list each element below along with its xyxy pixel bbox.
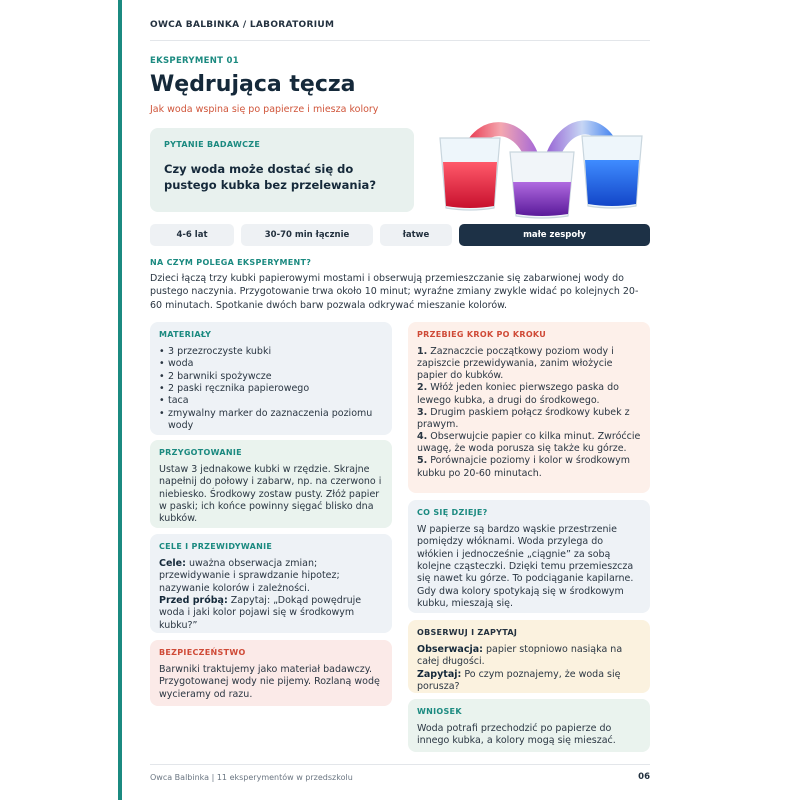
list-item: • 2 paski ręcznika papierowego: [159, 383, 383, 395]
page-edge-accent: [118, 0, 122, 800]
page-number: 06: [638, 772, 650, 782]
why-card: [408, 500, 650, 613]
step-item: 2. Włóż jeden koniec pierwszego paska do lewego kubka, a drugi do środkowego.: [417, 382, 619, 406]
steps-title: PRZEBIEG KROK PO KROKU: [417, 330, 547, 339]
about-label: NA CZYM POLEGA EKSPERYMENT?: [150, 258, 312, 267]
ask-value: Po czym poznajemy, że woda się porusza?: [417, 668, 621, 693]
research-question-card: [150, 128, 414, 212]
footer-publication: Owca Balbinka | 11 eksperymentów w przedszkolu: [150, 773, 353, 782]
water-red: [443, 162, 497, 208]
safety-title: BEZPIECZEŃSTWO: [159, 648, 246, 657]
water-purple: [513, 182, 571, 216]
materials-card: [150, 322, 392, 435]
experiment-kicker: EKSPERYMENT 01: [150, 56, 239, 66]
header-divider: [150, 40, 650, 41]
page-title: Wędrująca tęcza: [150, 72, 356, 97]
goals-card: [150, 534, 392, 633]
why-text: W papierze są bardzo wąskie przestrzenie pomiędzy włóknami. Woda przylega do włókien i jednocześnie „ciągnie” za sobą kolejne cząsteczki. Dzięki temu przemieszcza się nawet ku górze. To podciąganie kapilarne. Gdy dwa kolory spotykają się w środkowym kubku, mieszają się.: [417, 524, 634, 610]
footer-divider: [150, 764, 650, 765]
list-item: • woda: [159, 358, 383, 370]
steps-card: [408, 322, 650, 493]
tag-duration: 30-70 min łącznie: [241, 224, 373, 246]
list-item: • taca: [159, 395, 383, 407]
safety-card: [150, 640, 392, 706]
page-subtitle: Jak woda wspina się po papierze i miesza kolory: [150, 104, 379, 115]
observation-label: Obserwacja:: [417, 644, 483, 655]
preparation-title: PRZYGOTOWANIE: [159, 448, 242, 457]
materials-list: [159, 346, 383, 432]
goals-title: CELE I PRZEWIDYWANIE: [159, 542, 273, 551]
walking-rainbow-illustration: [436, 112, 650, 220]
observe-text: [417, 644, 641, 693]
list-item: • 2 barwniki spożywcze: [159, 371, 383, 383]
about-text: Dzieci łączą trzy kubki papierowymi mostami i obserwują przemieszczanie się zabarwionej wody do pustego naczynia. Przygotowanie trwa około 10 minut; wyraźne zmiany zwykle widać po kolejnych 20-60 minutach. Spotkanie dwóch barw pozwala odkrywać mieszanie kolorów.: [150, 273, 639, 311]
ask-label: Zapytaj:: [417, 668, 462, 680]
tag-age: 4-6 lat: [150, 224, 234, 246]
list-item: • 3 przezroczyste kubki: [159, 346, 383, 358]
step-item: 3. Drugim paskiem połącz środkowy kubek z prawym.: [417, 406, 630, 430]
step-item: 1. Zaznaczcie początkowy poziom wody i zapiszcie przewidywania, zanim włożycie papier do kubków.: [417, 346, 614, 382]
tag-difficulty: łatwe: [380, 224, 452, 246]
before-label: Przed próbą:: [159, 595, 228, 607]
before-value: Zapytaj: „Dokąd powędruje woda i jaki kolor pojawi się w środkowym kubku?”: [159, 595, 362, 631]
conclusion-title: WNIOSEK: [417, 707, 462, 716]
preparation-text: Ustaw 3 jednakowe kubki w rzędzie. Skrajne napełnij do połowy i zabarw, np. na czerwono i niebiesko. Środkowy zostaw pusty. Złóż papier w paski; ich końce powinny sięgać blisko dna kubków.: [159, 464, 382, 525]
list-item: • zmywalny marker do zaznaczenia poziomu wody: [159, 408, 383, 433]
goals-label: Cele:: [159, 558, 186, 569]
breadcrumb: OWCA BALBINKA / LABORATORIUM: [150, 20, 335, 30]
step-item: 5. Porównajcie poziomy i kolor w środkowym kubku po 20-60 minutach.: [417, 455, 631, 479]
safety-text: Barwniki traktujemy jako materiał badawczy. Przygotowanej wody nie pijemy. Rozlaną wodę wycieramy od razu.: [159, 664, 380, 700]
conclusion-text: Woda potrafi przechodzić po papierze do innego kubka, a kolory mogą się mieszać.: [417, 723, 616, 747]
observation-value: papier stopniowo nasiąka na całej długości.: [417, 644, 623, 668]
page: [150, 0, 650, 800]
goals-text: [159, 558, 383, 632]
research-question-label: PYTANIE BADAWCZE: [164, 140, 261, 149]
preparation-card: [150, 440, 392, 528]
materials-title: MATERIAŁY: [159, 330, 212, 339]
tag-group-size: małe zespoły: [459, 224, 650, 246]
why-title: CO SIĘ DZIEJE?: [417, 508, 488, 517]
research-question-text: Czy woda może dostać się do pustego kubka bez przelewania?: [164, 162, 376, 192]
observe-title: OBSERWUJ I ZAPYTAJ: [417, 628, 518, 637]
steps-list: [417, 346, 641, 480]
conclusion-card: [408, 699, 650, 752]
step-item: 4. Obserwujcie papier co kilka minut. Zwróćcie uwagę, że woda porusza się także ku górze.: [417, 431, 641, 455]
water-blue: [585, 160, 639, 206]
goals-value: uważna obserwacja zmian; przewidywanie i sprawdzanie hipotez; nazywanie kolorów i zależności.: [159, 558, 340, 594]
observe-card: [408, 620, 650, 693]
